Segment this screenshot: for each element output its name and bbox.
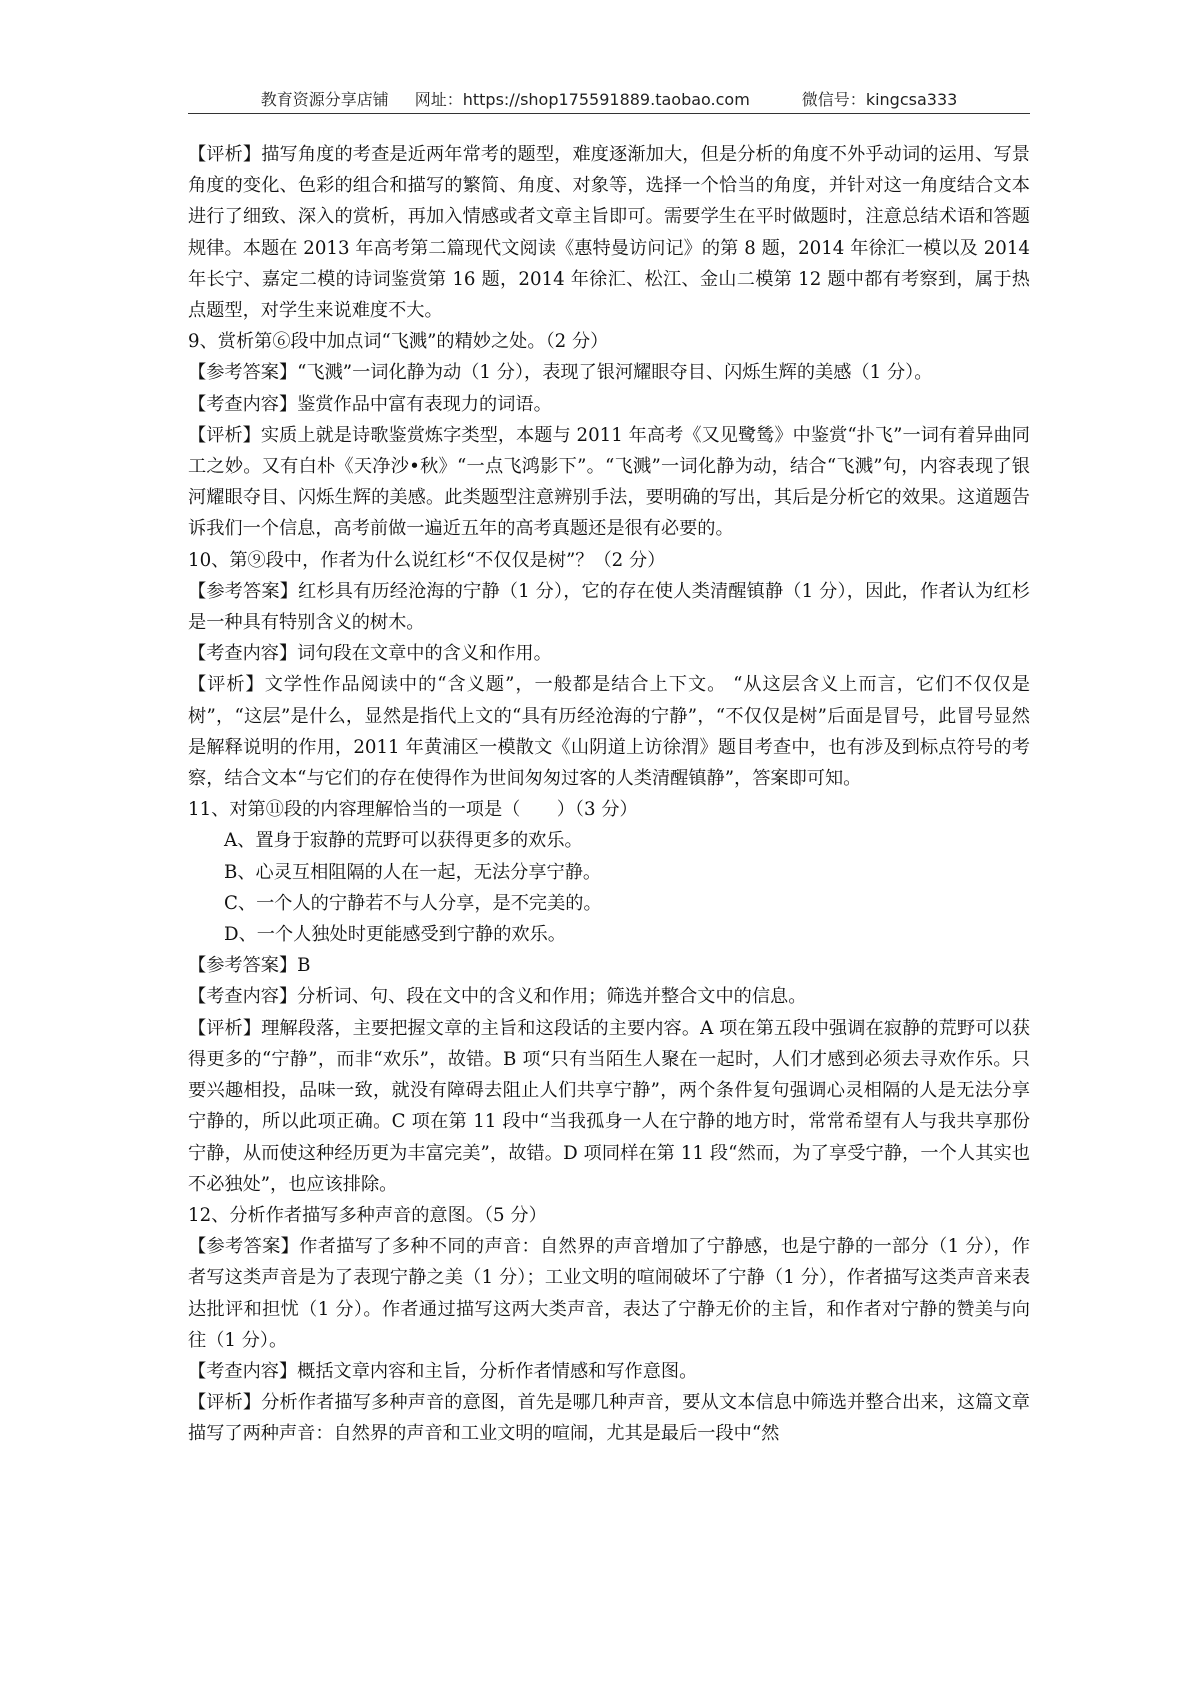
answer-11: 【参考答案】B xyxy=(188,955,311,977)
answer-12: 【参考答案】作者描写了多种不同的声音：自然界的声音增加了宁静感，也是宁静的一部分（1 分），作者写这类声音是为了表现宁静之美（1 分）；工业文明的喧闹破坏了宁静（1 分），作者描写这类声音来表达批评和担忧（1 分）。作者通过描写这两大类声音，表达了宁静无价的主旨，和作者对宁静的赞美与向往（1 分）。 xyxy=(188,1236,1030,1351)
question-11: 11、对第⑪段的内容理解恰当的一项是（ ）（3 分） xyxy=(188,799,638,821)
option-a: A、置身于寂静的荒野可以获得更多的欢乐。 xyxy=(224,830,583,852)
option-c: C、一个人的宁静若不与人分享，是不完美的。 xyxy=(224,892,602,914)
analysis-10: 【评析】文学性作品阅读中的“含义题”，一般都是结合上下文。 “从这层含义上而言，它们不仅仅是树”，“这层”是什么，显然是指代上文的“具有历经沧海的宁静”，“不仅仅是树”后面是冒号，此冒号显然是解释说明的作用，2011 年黄浦区一模散文《山阴道上访徐渭》题目考查中，也有涉及到标点符号的考察，结合文本“与它们的存在使得作为世间匆匆过客的人类清醒镇静”，答案即可知。 xyxy=(188,674,1030,790)
analysis-paragraph: 【评析】描写角度的考查是近两年常考的题型，难度逐渐加大，但是分析的角度不外乎动词的运用、写景角度的变化、色彩的组合和描写的繁简、角度、对象等，选择一个恰当的角度，并针对这一角度结合文本进行了细致、深入的赏析，再加入情感或者文章主旨即可。需要学生在平时做题时，注意总结术语和答题规律。本题在 2013 年高考第二篇现代文阅读《惠特曼访问记》的第 8 题，2014 年徐汇一模以及 2014 年长宁、嘉定二模的诗词鉴赏第 16 题，2014 年徐汇、松江、金山二模第 12 题中都有考察到，属于热点题型，对学生来说难度不大。 xyxy=(188,144,1030,322)
answer-9: 【参考答案】“飞溅”一词化静为动（1 分），表现了银河耀眼夺目、闪烁生辉的美感（1 分）。 xyxy=(188,362,933,384)
header-wechat-id: kingcsa333 xyxy=(865,90,958,109)
answer-10: 【参考答案】红杉具有历经沧海的宁静（1 分），它的存在使人类清醒镇静（1 分），因此，作者认为红杉是一种具有特别含义的树木。 xyxy=(188,580,1030,634)
header-site-label: 网址： xyxy=(414,90,463,109)
header-site-url: https://shop175591889.taobao.com xyxy=(462,90,750,109)
question-12: 12、分析作者描写多种声音的意图。（5 分） xyxy=(188,1204,547,1226)
question-10: 10、第⑨段中，作者为什么说红杉“不仅仅是树”？（2 分） xyxy=(188,549,666,571)
analysis-11: 【评析】理解段落，主要把握文章的主旨和这段话的主要内容。A 项在第五段中强调在寂静的荒野可以获得更多的“宁静”，而非“欢乐”，故错。B 项“只有当陌生人聚在一起时，人们才感到必须去寻欢作乐。只要兴趣相投，品味一致，就没有障碍去阻止人们共享宁静”，两个条件复句强调心灵相隔的人是无法分享宁静的，所以此项正确。C 项在第 11 段中“当我孤身一人在宁静的地方时，常常希望有人与我共享那份宁静，从而使这种经历更为丰富完美”，故错。D 项同样在第 11 段“然而，为了享受宁静，一个人其实也不必独处”，也应该排除。 xyxy=(188,1017,1030,1195)
content-11: 【考查内容】分析词、句、段在文中的含义和作用；筛选并整合文中的信息。 xyxy=(188,986,807,1008)
option-d: D、一个人独处时更能感受到宁静的欢乐。 xyxy=(224,924,566,946)
page-header xyxy=(188,86,1030,114)
header-divider xyxy=(188,113,1030,114)
content-9: 【考查内容】鉴赏作品中富有表现力的词语。 xyxy=(188,393,552,415)
content-10: 【考查内容】词句段在文章中的含义和作用。 xyxy=(188,643,552,665)
option-b: B、心灵互相阻隔的人在一起，无法分享宁静。 xyxy=(224,861,602,883)
header-shop-name: 教育资源分享店铺 xyxy=(260,90,389,109)
document-body xyxy=(188,139,1030,1450)
question-9: 9、赏析第⑥段中加点词“飞溅”的精妙之处。（2 分） xyxy=(188,331,609,353)
analysis-9: 【评析】实质上就是诗歌鉴赏炼字类型，本题与 2011 年高考《又见鹭鸶》中鉴赏“扑飞”一词有着异曲同工之妙。又有白朴《天净沙•秋》“一点飞鸿影下”。“飞溅”一词化静为动，结合“飞溅”句，内容表现了银河耀眼夺目、闪烁生辉的美感。此类题型注意辨别手法，要明确的写出，其后是分析它的效果。这道题告诉我们一个信息，高考前做一遍近五年的高考真题还是很有必要的。 xyxy=(188,424,1030,540)
content-12: 【考查内容】概括文章内容和主旨，分析作者情感和写作意图。 xyxy=(188,1360,698,1382)
analysis-12: 【评析】分析作者描写多种声音的意图，首先是哪几种声音，要从文本信息中筛选并整合出来，这篇文章描写了两种声音：自然界的声音和工业文明的喧闹，尤其是最后一段中“然 xyxy=(188,1392,1030,1445)
header-wechat-label: 微信号： xyxy=(801,90,866,109)
